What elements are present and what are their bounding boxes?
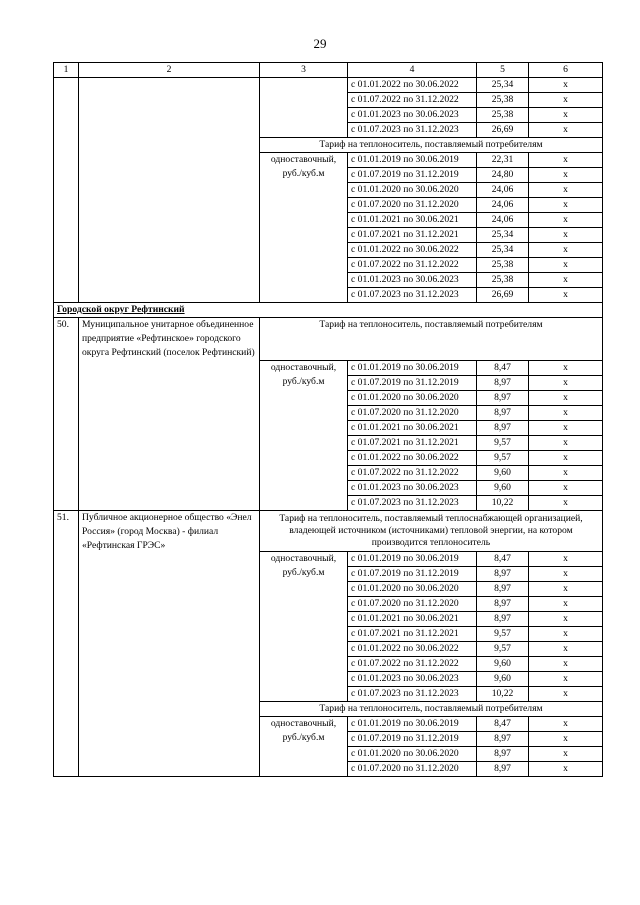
tariff-title: Тариф на теплоноситель, поставляемый потребителям xyxy=(260,138,603,153)
period-cell: с 01.01.2020 по 30.06.2020 xyxy=(348,582,477,597)
x-mark-cell: х xyxy=(529,672,603,687)
number-cell xyxy=(54,78,79,303)
x-mark-cell: х xyxy=(529,288,603,303)
x-mark-cell: х xyxy=(529,552,603,567)
table-row xyxy=(54,78,603,93)
x-mark-cell: х xyxy=(529,376,603,391)
organization-cell xyxy=(79,78,260,303)
value-cell: 24,06 xyxy=(477,198,529,213)
x-mark-cell: х xyxy=(529,732,603,747)
row-number: 51. xyxy=(54,511,79,777)
x-mark-cell: х xyxy=(529,168,603,183)
x-mark-cell: х xyxy=(529,108,603,123)
period-cell: с 01.07.2022 по 31.12.2022 xyxy=(348,93,477,108)
tariff-type-cell: одноставочный, руб./куб.м xyxy=(260,717,348,777)
x-mark-cell: х xyxy=(529,451,603,466)
x-mark-cell: х xyxy=(529,687,603,702)
row-number: 50. xyxy=(54,318,79,511)
period-cell: с 01.01.2019 по 30.06.2019 xyxy=(348,717,477,732)
x-mark-cell: х xyxy=(529,597,603,612)
column-header: 5 xyxy=(477,63,529,78)
x-mark-cell: х xyxy=(529,213,603,228)
period-cell: с 01.07.2020 по 31.12.2020 xyxy=(348,762,477,777)
tariff-title-row xyxy=(54,318,603,361)
tariff-title-row xyxy=(54,511,603,552)
value-cell: 8,97 xyxy=(477,597,529,612)
period-cell: с 01.01.2022 по 30.06.2022 xyxy=(348,642,477,657)
value-cell: 8,97 xyxy=(477,406,529,421)
x-mark-cell: х xyxy=(529,273,603,288)
value-cell: 8,47 xyxy=(477,717,529,732)
period-cell: с 01.07.2019 по 31.12.2019 xyxy=(348,168,477,183)
organization-name: Муниципальное унитарное объединенное предприятие «Рефтинское» городского округа Рефтинский (поселок Рефтинский) xyxy=(79,318,260,511)
period-cell: с 01.07.2023 по 31.12.2023 xyxy=(348,288,477,303)
x-mark-cell: х xyxy=(529,391,603,406)
x-mark-cell: х xyxy=(529,123,603,138)
period-cell: с 01.01.2022 по 30.06.2022 xyxy=(348,451,477,466)
x-mark-cell: х xyxy=(529,627,603,642)
period-cell: с 01.01.2019 по 30.06.2019 xyxy=(348,153,477,168)
tariff-type-cell: одноставочный, руб./куб.м xyxy=(260,361,348,511)
period-cell: с 01.01.2020 по 30.06.2020 xyxy=(348,183,477,198)
period-cell: с 01.07.2022 по 31.12.2022 xyxy=(348,466,477,481)
x-mark-cell: х xyxy=(529,642,603,657)
x-mark-cell: х xyxy=(529,481,603,496)
x-mark-cell: х xyxy=(529,183,603,198)
value-cell: 25,38 xyxy=(477,93,529,108)
value-cell: 24,06 xyxy=(477,213,529,228)
value-cell: 8,47 xyxy=(477,361,529,376)
x-mark-cell: х xyxy=(529,406,603,421)
value-cell: 8,97 xyxy=(477,567,529,582)
period-cell: с 01.07.2020 по 31.12.2020 xyxy=(348,406,477,421)
tariff-type-cell: одноставочный, руб./куб.м xyxy=(260,552,348,702)
period-cell: с 01.07.2022 по 31.12.2022 xyxy=(348,657,477,672)
x-mark-cell: х xyxy=(529,436,603,451)
period-cell: с 01.07.2021 по 31.12.2021 xyxy=(348,627,477,642)
period-cell: с 01.07.2020 по 31.12.2020 xyxy=(348,198,477,213)
value-cell: 8,97 xyxy=(477,747,529,762)
organization-name: Публичное акционерное общество «Энел Россия» (город Москва) - филиал «Рефтинская ГРЭС» xyxy=(79,511,260,777)
value-cell: 8,97 xyxy=(477,762,529,777)
period-cell: с 01.07.2019 по 31.12.2019 xyxy=(348,567,477,582)
value-cell: 25,34 xyxy=(477,228,529,243)
column-header: 1 xyxy=(54,63,79,78)
value-cell: 9,60 xyxy=(477,672,529,687)
x-mark-cell: х xyxy=(529,228,603,243)
tariff-type-cell: одноставочный, руб./куб.м xyxy=(260,153,348,303)
x-mark-cell: х xyxy=(529,496,603,511)
value-cell: 25,34 xyxy=(477,243,529,258)
x-mark-cell: х xyxy=(529,657,603,672)
tariff-title: Тариф на теплоноситель, поставляемый потребителям xyxy=(260,702,603,717)
column-header: 6 xyxy=(529,63,603,78)
period-cell: с 01.01.2023 по 30.06.2023 xyxy=(348,273,477,288)
value-cell: 9,57 xyxy=(477,451,529,466)
period-cell: с 01.01.2023 по 30.06.2023 xyxy=(348,672,477,687)
value-cell: 8,97 xyxy=(477,376,529,391)
tariff-title-long: Тариф на теплоноситель, поставляемый теплоснабжающей организацией, владеющей источником (источниками) тепловой энергии, на котором производится теплоноситель xyxy=(260,511,603,552)
x-mark-cell: х xyxy=(529,361,603,376)
value-cell: 8,47 xyxy=(477,552,529,567)
period-cell: с 01.07.2023 по 31.12.2023 xyxy=(348,687,477,702)
period-cell: с 01.07.2023 по 31.12.2023 xyxy=(348,496,477,511)
section-row xyxy=(54,303,603,318)
x-mark-cell: х xyxy=(529,466,603,481)
tariff-table xyxy=(53,62,603,777)
header-row xyxy=(54,63,603,78)
tariff-type-cell xyxy=(260,78,348,138)
period-cell: с 01.01.2022 по 30.06.2022 xyxy=(348,243,477,258)
period-cell: с 01.07.2021 по 31.12.2021 xyxy=(348,436,477,451)
x-mark-cell: х xyxy=(529,421,603,436)
period-cell: с 01.01.2022 по 30.06.2022 xyxy=(348,78,477,93)
value-cell: 24,06 xyxy=(477,183,529,198)
value-cell: 9,57 xyxy=(477,627,529,642)
period-cell: с 01.07.2022 по 31.12.2022 xyxy=(348,258,477,273)
period-cell: с 01.07.2023 по 31.12.2023 xyxy=(348,123,477,138)
value-cell: 10,22 xyxy=(477,687,529,702)
x-mark-cell: х xyxy=(529,717,603,732)
period-cell: с 01.01.2019 по 30.06.2019 xyxy=(348,552,477,567)
x-mark-cell: х xyxy=(529,762,603,777)
period-cell: с 01.01.2023 по 30.06.2023 xyxy=(348,108,477,123)
x-mark-cell: х xyxy=(529,198,603,213)
period-cell: с 01.07.2020 по 31.12.2020 xyxy=(348,597,477,612)
x-mark-cell: х xyxy=(529,582,603,597)
period-cell: с 01.01.2023 по 30.06.2023 xyxy=(348,481,477,496)
value-cell: 8,97 xyxy=(477,582,529,597)
value-cell: 9,57 xyxy=(477,436,529,451)
value-cell: 9,57 xyxy=(477,642,529,657)
value-cell: 26,69 xyxy=(477,123,529,138)
value-cell: 10,22 xyxy=(477,496,529,511)
value-cell: 25,38 xyxy=(477,108,529,123)
value-cell: 9,60 xyxy=(477,657,529,672)
x-mark-cell: х xyxy=(529,612,603,627)
value-cell: 9,60 xyxy=(477,481,529,496)
period-cell: с 01.01.2019 по 30.06.2019 xyxy=(348,361,477,376)
x-mark-cell: х xyxy=(529,567,603,582)
period-cell: с 01.07.2019 по 31.12.2019 xyxy=(348,376,477,391)
x-mark-cell: х xyxy=(529,78,603,93)
column-header: 3 xyxy=(260,63,348,78)
value-cell: 8,97 xyxy=(477,612,529,627)
value-cell: 22,31 xyxy=(477,153,529,168)
value-cell: 24,80 xyxy=(477,168,529,183)
tariff-title: Тариф на теплоноситель, поставляемый потребителям xyxy=(260,318,603,361)
column-header: 2 xyxy=(79,63,260,78)
period-cell: с 01.07.2019 по 31.12.2019 xyxy=(348,732,477,747)
value-cell: 8,97 xyxy=(477,732,529,747)
value-cell: 8,97 xyxy=(477,421,529,436)
value-cell: 9,60 xyxy=(477,466,529,481)
value-cell: 26,69 xyxy=(477,288,529,303)
value-cell: 8,97 xyxy=(477,391,529,406)
period-cell: с 01.01.2020 по 30.06.2020 xyxy=(348,747,477,762)
value-cell: 25,38 xyxy=(477,258,529,273)
section-title: Городской округ Рефтинский xyxy=(54,303,603,318)
page-number: 29 xyxy=(313,36,327,51)
x-mark-cell: х xyxy=(529,258,603,273)
x-mark-cell: х xyxy=(529,153,603,168)
x-mark-cell: х xyxy=(529,747,603,762)
value-cell: 25,34 xyxy=(477,78,529,93)
period-cell: с 01.01.2020 по 30.06.2020 xyxy=(348,391,477,406)
period-cell: с 01.01.2021 по 30.06.2021 xyxy=(348,612,477,627)
value-cell: 25,38 xyxy=(477,273,529,288)
column-header: 4 xyxy=(348,63,477,78)
period-cell: с 01.01.2021 по 30.06.2021 xyxy=(348,421,477,436)
x-mark-cell: х xyxy=(529,93,603,108)
period-cell: с 01.01.2021 по 30.06.2021 xyxy=(348,213,477,228)
x-mark-cell: х xyxy=(529,243,603,258)
period-cell: с 01.07.2021 по 31.12.2021 xyxy=(348,228,477,243)
